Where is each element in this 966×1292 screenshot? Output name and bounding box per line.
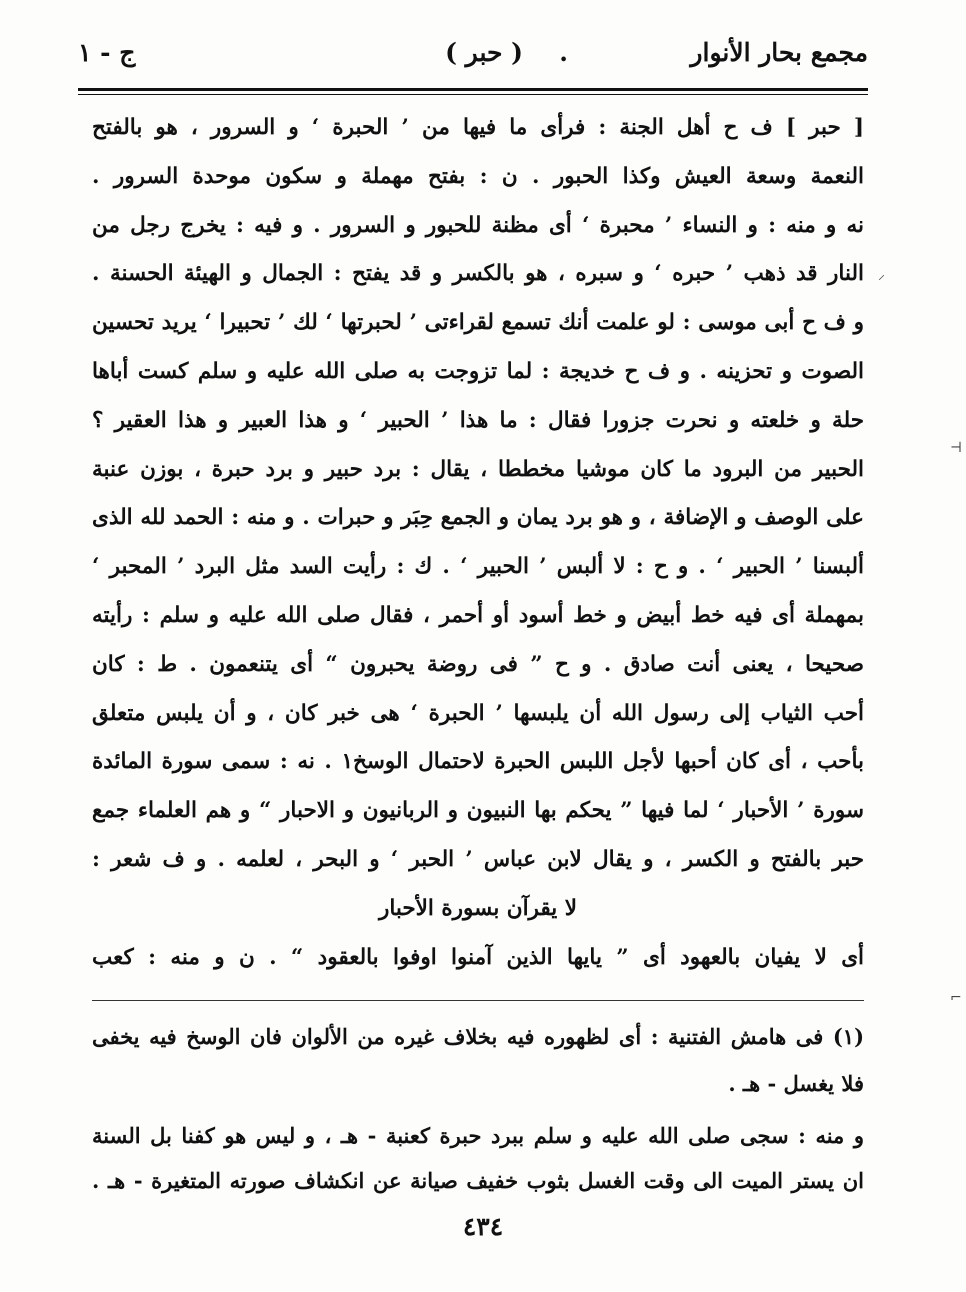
text-line: حبر بالفتح و الكسر ، و يقال لابن عباس ’ الحبر ‘ و البحر ، لعلمه . و ف شعر : (92, 846, 864, 872)
volume-number: ج - ١ (78, 38, 136, 67)
verse-line: لا يقرآن بسورة الأحبار (378, 895, 578, 921)
footnote-line: (١) فى هامش الفتنية : أى لظهوره فيه بخلاف غيره من الألوان فان الوسخ فيه يخفى (92, 1024, 864, 1049)
addendum-line: و منه : سجى صلى الله عليه و سلم ببرد حبرة كعنبة - هـ ، و ليس هو كفنا بل السنة (92, 1123, 864, 1148)
text-line: النعمة وسعة العيش وكذا الحبور . ن : بفتح مهملة و سكون موحدة السرور . (92, 163, 864, 189)
text-line: أحب الثياب إلى رسول الله أن يلبسها ’ الحبرة ‘ هى خبر كان ، و أن يلبس متعلق (92, 700, 864, 726)
text-line: صحيحا ، يعنى أنت صادق . و ح ” فى روضة يحبرون “ أى يتنعمون . ط : كان (92, 651, 864, 677)
text-line: النار قد ذهب ’ حبره ‘ و سبره ، هو بالكسر و قد يفتح : الجمال و الهيئة الحسنة . (92, 261, 864, 287)
text-line: سورة ’ الأحبار ‘ لما فيها ” يحكم بها النبيون و الربانيون و الاحبار “ و هم العلماء جمع (92, 798, 864, 824)
text-line: بأحب ، أى كان أحبها لأجل اللبس الحبرة لاحتمال الوسخ١ . نه : سمى سورة المائدة (92, 749, 864, 775)
text-line: الحبير من البرود ما كان موشيا مخططا ، يقال : برد حبير و برد حبرة ، بوزن عنبة (92, 456, 864, 482)
page-header (78, 30, 868, 80)
footnote-rule (92, 1000, 864, 1001)
page-number: ٤٣٤ (462, 1212, 504, 1241)
header-rule-thick (78, 88, 868, 91)
margin-mark: ⌐ (950, 990, 962, 1006)
text-line: نه و منه : و النساء ’ محبرة ‘ أى مظنة للحبور و السرور . و فيه : يخرج رجل من (92, 212, 864, 238)
footnote-line: فلا يغسل - هـ . (728, 1071, 864, 1096)
running-title: مجمع بحار الأنوار (690, 38, 868, 67)
margin-mark: ⊣ (950, 440, 963, 456)
text-line: [ حبر ] ف ح أهل الجنة : فرأى ما فيها من ’ الحبرة ‘ و السرور ، هو بالفتح (92, 115, 864, 140)
header-rule-thin (78, 94, 868, 95)
text-line: الصوت و تحزينه . و ف ح خديجة : لما تزوجت به صلى الله عليه و سلم كست أباها (92, 358, 864, 384)
entry-keyword: ( حبر ) (445, 38, 523, 67)
margin-mark: ⸝ (878, 267, 885, 283)
header-separator: . (559, 38, 568, 67)
text-line: أى لا يفيان بالعهود أى ” يايها الذين آمنوا اوفوا بالعقود “ . ن و منه : كعب (92, 944, 864, 970)
main-text (92, 104, 864, 982)
text-line: ألبسنا ’ الحبير ‘ . و ح : لا ألبس ’ الحبير ‘ . ك : رأيت السد مثل البرد ’ المحبر ‘ (92, 554, 864, 580)
footnote (92, 1013, 864, 1107)
addendum-note (92, 1113, 864, 1203)
addendum-line: ان يستر الميت الى وقت الغسل بثوب خفيف صيانة عن انكشاف صورته المتغيرة - هـ . (92, 1168, 864, 1193)
text-line: و ف ح أبى موسى : لو علمت أنك تسمع لقراءتى ’ لحبرتها ‘ لك ’ تحبيرا ‘ يريد تحسين (92, 310, 864, 336)
text-line: بمهملة أى فيه خط أبيض و خط أسود أو أحمر ، فقال صلى الله عليه و سلم : رأيته (92, 602, 864, 628)
text-line: حلة و خلعته و نحرت جزورا فقال : ما هذا ’ الحبير ‘ و هذا العبير و هذا العقير ؟ (92, 407, 864, 433)
text-line: على الوصف و الإضافة ، و هو برد يمان و الجمع حِبَر و حبرات . و منه : الحمد لله الذى (92, 505, 864, 531)
